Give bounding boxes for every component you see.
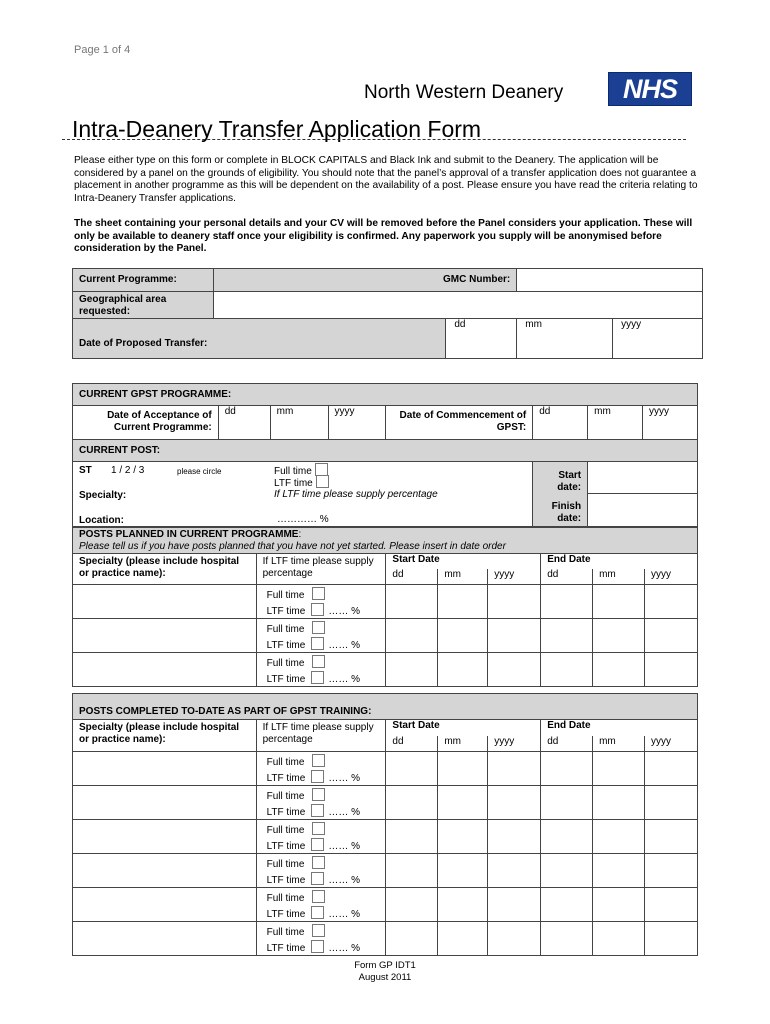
mm-label: mm xyxy=(594,406,611,417)
ltf-time-label: LTF time xyxy=(266,806,306,818)
commencement-label: Date of Commencement of GPST: xyxy=(386,406,533,440)
start-dd-field[interactable] xyxy=(386,820,438,854)
page-number: Page 1 of 4 xyxy=(74,44,131,56)
end-yyyy-field[interactable] xyxy=(645,752,698,786)
post-time-cell xyxy=(256,922,386,956)
yyyy-label: yyyy xyxy=(649,406,670,417)
full-time-label: Full time xyxy=(266,825,305,836)
date-transfer-label: Date of Proposed Transfer: xyxy=(73,319,446,359)
full-time-label: Full time xyxy=(266,757,305,768)
finish-date-label: Finish date: xyxy=(551,501,582,524)
circle-note: please circle xyxy=(177,467,222,476)
dd-label: dd xyxy=(454,319,466,330)
yyyy-label: yyyy xyxy=(645,736,698,752)
post-time-cell xyxy=(256,585,386,619)
end-mm-field[interactable] xyxy=(593,888,645,922)
acceptance-mm-field[interactable] xyxy=(270,406,328,440)
planned-specialty-header: Specialty (please include hospital or practice name): xyxy=(73,554,257,585)
end-mm-field[interactable] xyxy=(593,786,645,820)
start-mm-field[interactable] xyxy=(438,854,488,888)
post-row xyxy=(73,752,698,786)
mm-label: mm xyxy=(438,569,488,585)
end-dd-field[interactable] xyxy=(541,922,593,956)
ltf-time-label: LTF time xyxy=(266,874,306,886)
end-dd-field[interactable] xyxy=(541,619,593,653)
planned-heading-cell xyxy=(73,528,698,554)
full-time-checkbox[interactable] xyxy=(312,822,325,835)
ltf-time-checkbox[interactable] xyxy=(311,671,324,684)
ltf-time-checkbox[interactable] xyxy=(311,603,324,616)
yyyy-label: yyyy xyxy=(488,736,541,752)
post-row xyxy=(73,786,698,820)
dd-label: dd xyxy=(386,569,438,585)
yyyy-label: yyyy xyxy=(645,569,698,585)
post-specialty-field[interactable] xyxy=(73,820,257,854)
full-time-checkbox[interactable] xyxy=(312,924,325,937)
completed-specialty-header: Specialty (please include hospital or practice name): xyxy=(73,720,257,752)
ltf-percent[interactable]: …… % xyxy=(328,874,360,886)
post-specialty-field[interactable] xyxy=(73,585,257,619)
post-row xyxy=(73,854,698,888)
end-mm-field[interactable] xyxy=(593,619,645,653)
ltf-time-label: LTF time xyxy=(266,639,306,651)
st-label: ST xyxy=(79,465,92,476)
end-mm-field[interactable] xyxy=(593,820,645,854)
completed-heading: POSTS COMPLETED TO-DATE AS PART OF GPST TRAINING: xyxy=(73,694,698,720)
start-yyyy-field[interactable] xyxy=(488,786,541,820)
footer xyxy=(0,960,770,984)
post-specialty-field[interactable] xyxy=(73,786,257,820)
mm-label: mm xyxy=(593,569,645,585)
ltf-time-checkbox[interactable] xyxy=(311,940,324,953)
start-dd-field[interactable] xyxy=(386,585,438,619)
yyyy-label: yyyy xyxy=(334,406,355,417)
end-mm-field[interactable] xyxy=(593,653,645,687)
full-time-label: Full time xyxy=(266,624,305,635)
dd-label: dd xyxy=(386,736,438,752)
end-yyyy-field[interactable] xyxy=(645,585,698,619)
ltf-percent[interactable]: …… % xyxy=(328,673,360,685)
completed-end-header: End Date xyxy=(541,720,698,736)
start-yyyy-field[interactable] xyxy=(488,888,541,922)
yyyy-label: yyyy xyxy=(488,569,541,585)
start-mm-field[interactable] xyxy=(438,619,488,653)
location-label: Location: xyxy=(79,515,124,526)
start-mm-field[interactable] xyxy=(438,752,488,786)
gmc-number-label: GMC Number: xyxy=(213,269,516,292)
start-dd-field[interactable] xyxy=(386,888,438,922)
planned-ltf-header: If LTF time please supply percentage xyxy=(256,554,386,585)
finish-date-field[interactable] xyxy=(588,494,697,526)
end-dd-field[interactable] xyxy=(541,653,593,687)
commencement-dd-field[interactable] xyxy=(533,406,588,440)
start-dd-field[interactable] xyxy=(386,854,438,888)
ltf-percent[interactable]: …… % xyxy=(328,806,360,818)
start-dd-field[interactable] xyxy=(386,619,438,653)
dd-label: dd xyxy=(224,406,236,417)
start-mm-field[interactable] xyxy=(438,922,488,956)
ltf-time-row xyxy=(274,475,474,490)
ltf-percent[interactable]: …… % xyxy=(328,840,360,852)
start-dd-field[interactable] xyxy=(386,922,438,956)
full-time-checkbox[interactable] xyxy=(312,754,325,767)
full-time-label: Full time xyxy=(266,859,305,870)
start-date-label: Start date: xyxy=(557,470,582,493)
start-yyyy-field[interactable] xyxy=(488,619,541,653)
ltf-time-checkbox[interactable] xyxy=(311,872,324,885)
full-time-checkbox[interactable] xyxy=(312,587,325,600)
full-time-checkbox[interactable] xyxy=(312,655,325,668)
ltf-percent[interactable]: …… % xyxy=(328,908,360,920)
end-dd-field[interactable] xyxy=(541,585,593,619)
post-time-cell xyxy=(256,888,386,922)
start-yyyy-field[interactable] xyxy=(488,922,541,956)
post-row xyxy=(73,585,698,619)
page-title: Intra-Deanery Transfer Application Form xyxy=(72,116,482,142)
ltf-time-label: LTF time xyxy=(274,478,313,489)
planned-note: Please tell us if you have posts planned that you have not yet started. Please insert in date order xyxy=(79,541,506,552)
start-yyyy-field[interactable] xyxy=(488,653,541,687)
dd-label: dd xyxy=(541,736,593,752)
ltf-time-checkbox[interactable] xyxy=(311,804,324,817)
post-time-cell xyxy=(256,653,386,687)
transfer-yyyy-field[interactable] xyxy=(613,319,703,359)
ltf-percent[interactable]: …… % xyxy=(328,772,360,784)
end-dd-field[interactable] xyxy=(541,752,593,786)
end-yyyy-field[interactable] xyxy=(645,653,698,687)
full-time-checkbox[interactable] xyxy=(312,890,325,903)
post-specialty-field[interactable] xyxy=(73,653,257,687)
start-date-field[interactable] xyxy=(588,462,697,494)
end-dd-field[interactable] xyxy=(541,888,593,922)
ltf-time-checkbox[interactable] xyxy=(311,770,324,783)
ltf-percent[interactable]: ………… % xyxy=(277,514,329,525)
commencement-mm-field[interactable] xyxy=(588,406,643,440)
acceptance-yyyy-field[interactable] xyxy=(328,406,386,440)
footer-date: August 2011 xyxy=(358,972,412,983)
start-mm-field[interactable] xyxy=(438,820,488,854)
end-dd-field[interactable] xyxy=(541,820,593,854)
current-post-heading: CURRENT POST: xyxy=(73,440,698,462)
start-dd-field[interactable] xyxy=(386,653,438,687)
full-time-label: Full time xyxy=(266,658,305,669)
acceptance-dd-field[interactable] xyxy=(218,406,270,440)
ltf-time-checkbox[interactable] xyxy=(311,906,324,919)
full-time-label: Full time xyxy=(266,893,305,904)
mm-label: mm xyxy=(525,319,542,330)
completed-posts-table xyxy=(72,693,698,956)
current-programme-label: Current Programme: xyxy=(73,269,214,292)
geo-area-label: Geographical area requested: xyxy=(73,292,214,319)
end-yyyy-field[interactable] xyxy=(645,854,698,888)
dd-label: dd xyxy=(539,406,551,417)
planned-heading-suffix: : xyxy=(298,529,302,540)
acceptance-label: Date of Acceptance of Current Programme: xyxy=(73,406,219,440)
intro-paragraph: Please either type on this form or complete in BLOCK CAPITALS and Black Ink and submit to the Deanery. The application will be considered by a panel on the grounds of eligibility. You should note that the panel’s approval of a transfer application does not guarantee a placement in another programme as this will be dependent on the availability of a post. Please ensure you have read the criteria relating to Intra-Deanery Transfer applications. xyxy=(74,155,698,205)
privacy-paragraph: The sheet containing your personal details and your CV will be removed before the Panel considers your application. These will only be available to deanery staff once your eligibility is confirmed. Any paperwork you supply will be anonymised before consideration by the Panel. xyxy=(74,218,693,255)
post-time-cell xyxy=(256,854,386,888)
ltf-time-label: LTF time xyxy=(266,908,306,920)
title-divider xyxy=(62,139,686,140)
end-yyyy-field[interactable] xyxy=(645,619,698,653)
post-row xyxy=(73,653,698,687)
dd-label: dd xyxy=(541,569,593,585)
end-yyyy-field[interactable] xyxy=(645,888,698,922)
post-time-cell xyxy=(256,752,386,786)
geo-area-field[interactable] xyxy=(213,292,702,319)
gpst-table xyxy=(72,383,698,527)
organisation-name: North Western Deanery xyxy=(364,82,564,103)
post-specialty-field[interactable] xyxy=(73,752,257,786)
post-time-cell xyxy=(256,619,386,653)
end-mm-field[interactable] xyxy=(593,585,645,619)
ltf-percent[interactable]: …… % xyxy=(328,605,360,617)
post-row xyxy=(73,922,698,956)
start-yyyy-field[interactable] xyxy=(488,820,541,854)
start-dd-field[interactable] xyxy=(386,752,438,786)
start-yyyy-field[interactable] xyxy=(488,585,541,619)
planned-end-header: End Date xyxy=(541,554,698,569)
start-mm-field[interactable] xyxy=(438,786,488,820)
end-dd-field[interactable] xyxy=(541,786,593,820)
full-time-label: Full time xyxy=(266,927,305,938)
ltf-percent[interactable]: …… % xyxy=(328,639,360,651)
full-time-label: Full time xyxy=(266,590,305,601)
transfer-dd-field[interactable] xyxy=(446,319,517,359)
start-mm-field[interactable] xyxy=(438,653,488,687)
nhs-logo: NHS xyxy=(608,72,692,106)
post-time-cell xyxy=(256,786,386,820)
end-yyyy-field[interactable] xyxy=(645,786,698,820)
ltf-time-checkbox[interactable] xyxy=(316,475,329,488)
completed-ltf-header: If LTF time please supply percentage xyxy=(256,720,386,752)
mm-label: mm xyxy=(438,736,488,752)
details-table xyxy=(72,268,703,359)
post-row xyxy=(73,888,698,922)
start-dd-field[interactable] xyxy=(386,786,438,820)
post-row xyxy=(73,619,698,653)
full-time-label: Full time xyxy=(266,791,305,802)
footer-form: Form GP IDT1 xyxy=(354,960,416,971)
full-time-checkbox[interactable] xyxy=(312,621,325,634)
end-mm-field[interactable] xyxy=(593,922,645,956)
post-specialty-field[interactable] xyxy=(73,922,257,956)
post-specialty-field[interactable] xyxy=(73,888,257,922)
ltf-time-label: LTF time xyxy=(266,772,306,784)
mm-label: mm xyxy=(276,406,294,417)
ltf-time-label: LTF time xyxy=(266,840,306,852)
post-specialty-field[interactable] xyxy=(73,854,257,888)
gpst-heading: CURRENT GPST PROGRAMME: xyxy=(73,384,698,406)
dates-fields xyxy=(588,462,698,527)
start-mm-field[interactable] xyxy=(438,585,488,619)
ltf-percent[interactable]: …… % xyxy=(328,942,360,954)
end-mm-field[interactable] xyxy=(593,752,645,786)
dates-labels xyxy=(533,462,588,527)
start-yyyy-field[interactable] xyxy=(488,752,541,786)
ltf-time-label: LTF time xyxy=(266,673,306,685)
ltf-time-label: LTF time xyxy=(266,605,306,617)
full-time-checkbox[interactable] xyxy=(312,856,325,869)
start-yyyy-field[interactable] xyxy=(488,854,541,888)
full-time-label: Full time xyxy=(274,466,312,477)
planned-heading: POSTS PLANNED IN CURRENT PROGRAMME xyxy=(79,529,299,540)
end-dd-field[interactable] xyxy=(541,854,593,888)
end-mm-field[interactable] xyxy=(593,854,645,888)
ltf-time-checkbox[interactable] xyxy=(311,637,324,650)
post-time-cell xyxy=(256,820,386,854)
ltf-note: If LTF time please supply percentage xyxy=(274,489,438,500)
commencement-yyyy-field[interactable] xyxy=(643,406,698,440)
current-post-time xyxy=(274,462,533,527)
start-mm-field[interactable] xyxy=(438,888,488,922)
end-yyyy-field[interactable] xyxy=(645,922,698,956)
end-yyyy-field[interactable] xyxy=(645,820,698,854)
yyyy-label: yyyy xyxy=(621,319,642,330)
mm-label: mm xyxy=(593,736,645,752)
transfer-mm-field[interactable] xyxy=(517,319,613,359)
full-time-checkbox[interactable] xyxy=(312,788,325,801)
post-row xyxy=(73,820,698,854)
post-specialty-field[interactable] xyxy=(73,619,257,653)
gmc-number-field[interactable] xyxy=(517,269,703,292)
completed-start-header: Start Date xyxy=(386,720,541,736)
ltf-time-label: LTF time xyxy=(266,942,306,954)
planned-start-header: Start Date xyxy=(386,554,541,569)
planned-posts-table xyxy=(72,527,698,687)
ltf-time-checkbox[interactable] xyxy=(311,838,324,851)
st-options[interactable]: 1 / 2 / 3 xyxy=(111,465,145,476)
specialty-label: Specialty: xyxy=(79,490,127,501)
